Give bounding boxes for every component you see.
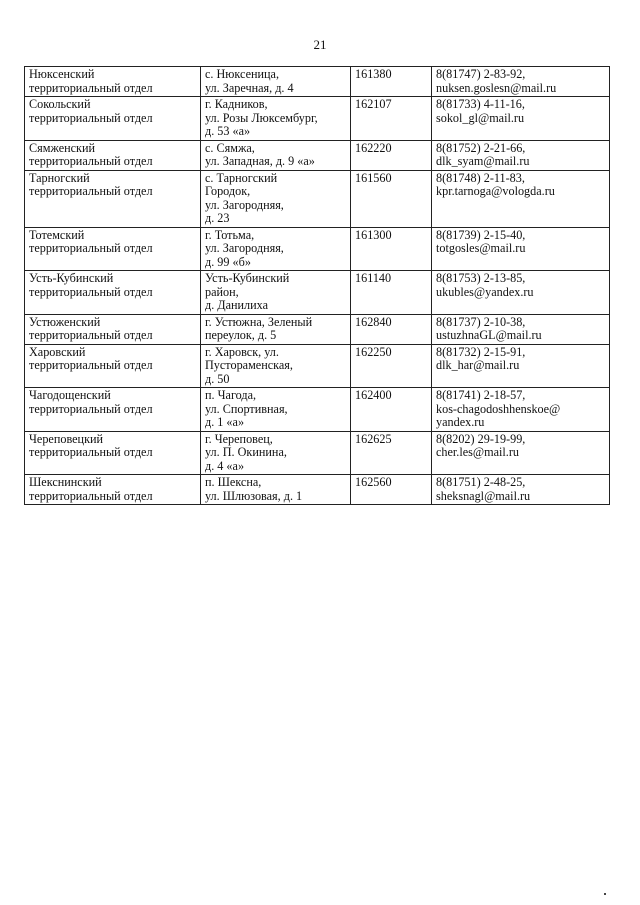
table-row [25,431,610,475]
department-name-cell: Нюксенский территориальный отдел [25,67,201,97]
department-name-cell: Шекснинский территориальный отдел [25,475,201,505]
contact-cell: 8(8202) 29-19-99, cher.les@mail.ru [432,431,610,475]
department-name-cell: Харовский территориальный отдел [25,344,201,388]
table-row [25,388,610,432]
address-cell: с. Нюксеница, ул. Заречная, д. 4 [201,67,351,97]
scan-speck [604,893,606,895]
postal-index-cell: 162625 [351,431,432,475]
address-cell: с. Сямжа, ул. Западная, д. 9 «а» [201,140,351,170]
address-cell: г. Устюжна, Зеленый переулок, д. 5 [201,314,351,344]
contact-cell: 8(81747) 2-83-92, nuksen.goslesn@mail.ru [432,67,610,97]
contact-cell: 8(81737) 2-10-38, ustuzhnaGL@mail.ru [432,314,610,344]
table-row [25,67,610,97]
address-cell: г. Харовск, ул. Пустораменская, д. 50 [201,344,351,388]
address-cell: Усть-Кубинский район, д. Данилиха [201,271,351,315]
table-row [25,140,610,170]
table-row [25,170,610,227]
postal-index-cell: 162220 [351,140,432,170]
table-row [25,271,610,315]
table-row [25,475,610,505]
department-name-cell: Устюженский территориальный отдел [25,314,201,344]
table-row [25,97,610,141]
contact-cell: 8(81739) 2-15-40, totgosles@mail.ru [432,227,610,271]
address-cell: с. Тарногский Городок, ул. Загородняя, д. 23 [201,170,351,227]
department-name-cell: Сямженский территориальный отдел [25,140,201,170]
department-name-cell: Сокольский территориальный отдел [25,97,201,141]
contact-cell: 8(81753) 2-13-85, ukubles@yandex.ru [432,271,610,315]
contact-cell: 8(81741) 2-18-57, kos-chagodoshhenskoe@ yandex.ru [432,388,610,432]
postal-index-cell: 162250 [351,344,432,388]
table-row [25,314,610,344]
postal-index-cell: 161380 [351,67,432,97]
table-body [25,67,610,505]
contact-cell: 8(81732) 2-15-91, dlk_har@mail.ru [432,344,610,388]
postal-index-cell: 161300 [351,227,432,271]
postal-index-cell: 162560 [351,475,432,505]
postal-index-cell: 162400 [351,388,432,432]
postal-index-cell: 162840 [351,314,432,344]
address-cell: п. Шексна, ул. Шлюзовая, д. 1 [201,475,351,505]
postal-index-cell: 161140 [351,271,432,315]
table-row [25,344,610,388]
address-cell: п. Чагода, ул. Спортивная, д. 1 «а» [201,388,351,432]
address-cell: г. Череповец, ул. П. Окинина, д. 4 «а» [201,431,351,475]
contact-cell: 8(81751) 2-48-25, sheksnagl@mail.ru [432,475,610,505]
page-number: 21 [313,37,327,52]
contact-cell: 8(81752) 2-21-66, dlk_syam@mail.ru [432,140,610,170]
department-name-cell: Тарногский территориальный отдел [25,170,201,227]
contact-cell: 8(81748) 2-11-83, kpr.tarnoga@vologda.ru [432,170,610,227]
department-name-cell: Тотемский территориальный отдел [25,227,201,271]
contact-cell: 8(81733) 4-11-16, sokol_gl@mail.ru [432,97,610,141]
territorial-departments-table [24,66,610,505]
department-name-cell: Чагодощенский территориальный отдел [25,388,201,432]
postal-index-cell: 161560 [351,170,432,227]
department-name-cell: Усть-Кубинский территориальный отдел [25,271,201,315]
address-cell: г. Тотьма, ул. Загородняя, д. 99 «б» [201,227,351,271]
address-cell: г. Кадников, ул. Розы Люксембург, д. 53 «а» [201,97,351,141]
department-name-cell: Череповецкий территориальный отдел [25,431,201,475]
table-row [25,227,610,271]
postal-index-cell: 162107 [351,97,432,141]
